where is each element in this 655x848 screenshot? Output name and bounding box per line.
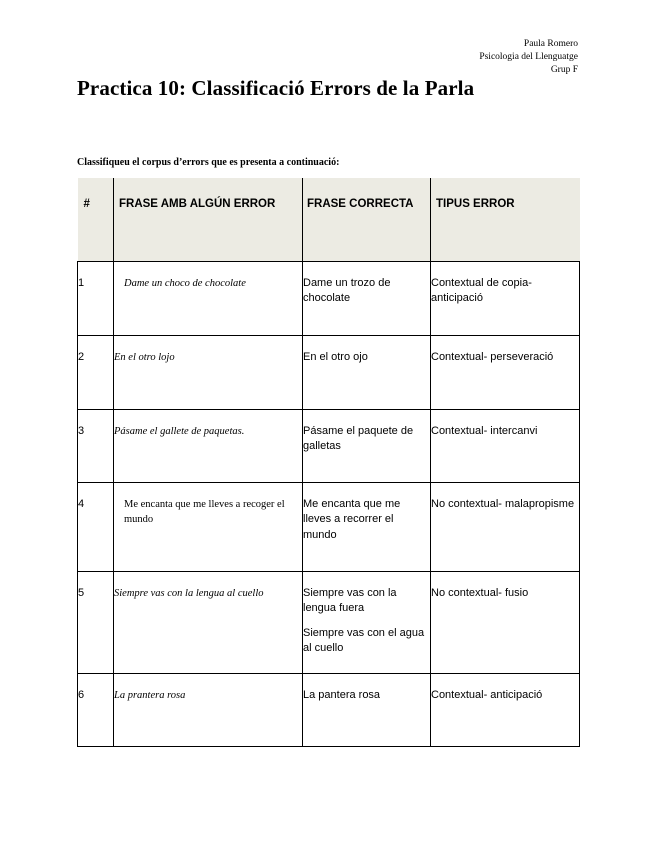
header-number: # bbox=[78, 178, 114, 261]
error-type: No contextual- fusio bbox=[431, 571, 580, 673]
correct-text: Dame un trozo de chocolate bbox=[303, 276, 391, 304]
correct-text: En el otro ojo bbox=[303, 350, 368, 363]
document-header bbox=[378, 38, 578, 77]
error-type: Contextual- perseveració bbox=[431, 335, 580, 409]
table-row bbox=[78, 673, 580, 746]
error-sentence: Me encanta que me lleves a recoger el mundo bbox=[114, 482, 303, 571]
row-number: 1 bbox=[78, 261, 114, 335]
row-number: 3 bbox=[78, 409, 114, 482]
correct-text: Siempre vas con el agua al cuello bbox=[303, 626, 425, 654]
header-error-sentence: FRASE AMB ALGÚN ERROR bbox=[114, 178, 303, 261]
table-row bbox=[78, 409, 580, 482]
header-error-type: TIPUS ERROR bbox=[431, 178, 580, 261]
subject-name: Psicologia del Llenguatge bbox=[479, 52, 578, 62]
correct-sentence bbox=[303, 571, 431, 673]
correct-sentence bbox=[303, 335, 431, 409]
page-title: Practica 10: Classificació Errors de la Parla bbox=[77, 76, 475, 100]
error-sentence: Pásame el gallete de paquetas. bbox=[114, 409, 303, 482]
group-name: Grup F bbox=[550, 65, 578, 75]
table-row bbox=[78, 571, 580, 673]
error-type: Contextual- intercanvi bbox=[431, 409, 580, 482]
row-number: 6 bbox=[78, 673, 114, 746]
table-row bbox=[78, 482, 580, 571]
correct-sentence bbox=[303, 482, 431, 571]
error-type: Contextual de copia-anticipació bbox=[431, 261, 580, 335]
correct-text: La pantera rosa bbox=[303, 688, 381, 701]
correct-sentence bbox=[303, 673, 431, 746]
error-sentence: En el otro lojo bbox=[114, 335, 303, 409]
table-row bbox=[78, 335, 580, 409]
error-sentence: Siempre vas con la lengua al cuello bbox=[114, 571, 303, 673]
row-number: 2 bbox=[78, 335, 114, 409]
instructions: Classifiqueu el corpus d’errors que es presenta a continuació: bbox=[77, 157, 340, 168]
correct-text: Siempre vas con la lengua fuera bbox=[303, 586, 397, 614]
header-correct-sentence: FRASE CORRECTA bbox=[303, 178, 431, 261]
author-name: Paula Romero bbox=[523, 39, 578, 49]
error-sentence: La prantera rosa bbox=[114, 673, 303, 746]
row-number: 4 bbox=[78, 482, 114, 571]
error-sentence: Dame un choco de chocolate bbox=[114, 261, 303, 335]
correct-sentence bbox=[303, 261, 431, 335]
correct-text: Me encanta que me lleves a recorrer el mundo bbox=[303, 497, 401, 541]
errors-table bbox=[77, 178, 580, 747]
correct-text: Pásame el paquete de galletas bbox=[303, 424, 414, 452]
error-type: Contextual- anticipació bbox=[431, 673, 580, 746]
row-number: 5 bbox=[78, 571, 114, 673]
error-type: No contextual- malapropisme bbox=[431, 482, 580, 571]
correct-sentence bbox=[303, 409, 431, 482]
table-row bbox=[78, 261, 580, 335]
table-header-row bbox=[78, 178, 580, 261]
